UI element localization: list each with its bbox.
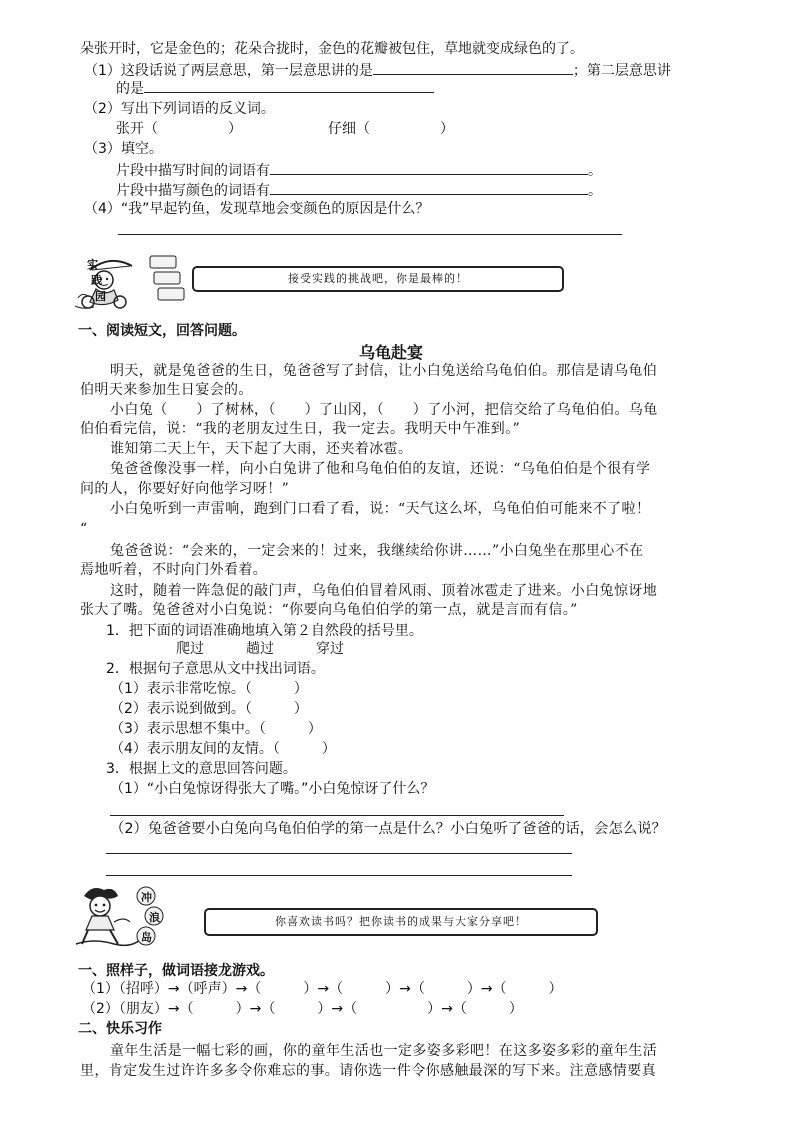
exercise-2: 2．根据句子意思从文中找出词语。 <box>106 661 325 677</box>
question-1-cont: 的是 <box>116 78 434 98</box>
antonym-item-1[interactable]: 张开（ ） <box>116 121 242 137</box>
surf-banner-bubble: 你喜欢读书吗？把你读书的成果与大家分享吧！ <box>204 908 598 936</box>
answer-blank[interactable] <box>144 78 434 93</box>
question-4: （4）“我”早起钓鱼，发现草地会变颜色的原因是什么？ <box>84 201 430 217</box>
story-paragraph: 焉地听着，不时向门外看着。 <box>80 562 268 578</box>
word-bank: 爬过 趟过 穿过 <box>176 641 344 657</box>
section-heading: 一、阅读短文，回答问题。 <box>78 323 246 339</box>
exercise-2-item[interactable]: （1）表示非常吃惊。（ ） <box>110 681 308 697</box>
story-paragraph: 兔爸爸像没事一样，向小白兔讲了他和乌龟伯伯的友谊，还说：“乌龟伯伯是个很有学 <box>110 461 651 477</box>
answer-line[interactable] <box>106 875 572 876</box>
word-chain-row[interactable]: （2）（朋友）→（ ）→（ ）→（ ）→（ ） <box>82 1001 523 1017</box>
word-chain-row[interactable]: （1）（招呼）→（呼声）→（ ）→（ ）→（ ）→（ ） <box>82 981 563 997</box>
story-paragraph: 小白兔（ ）了树林，（ ）了山冈，（ ）了小河，把信交给了乌龟伯伯。乌龟 <box>110 402 658 418</box>
story-paragraph: 伯明天来参加生日宴会的。 <box>80 382 253 398</box>
text-line: 朵张开时，它是金色的；花朵合拢时，金色的花瓣被包住，草地就变成绿色的了。 <box>80 41 584 57</box>
exercise-2-item[interactable]: （3）表示思想不集中。（ ） <box>110 721 322 737</box>
antonym-item-2[interactable]: 仔细（ ） <box>328 121 454 137</box>
story-paragraph: 张大了嘴。兔爸爸对小白兔说：“你要向乌龟伯伯学的第一点，就是言而有信。” <box>80 602 578 618</box>
section-heading: 二、快乐习作 <box>78 1021 162 1037</box>
banner-caption-3: 园 <box>95 290 106 303</box>
exercise-3-question: （2）兔爸爸要小白兔向乌龟伯伯学的第一点是什么？小白兔听了爸爸的话，会怎么说？ <box>110 821 667 837</box>
answer-line[interactable] <box>110 815 564 816</box>
story-paragraph: “ <box>80 521 88 537</box>
exercise-3: 3．根据上文的意思回答问题。 <box>106 761 297 777</box>
surf-banner-figure <box>74 882 194 950</box>
banner-caption-1: 冲 <box>141 891 152 904</box>
question-3: （3）填空。 <box>84 141 163 157</box>
story-paragraph: 伯伯看完信，说：“我的老朋友过生日，我一定去。我明天中午准到。” <box>80 421 521 437</box>
question-1: （1）这段话说了两层意思，第一层意思讲的是 ；第二层意思讲 <box>84 60 671 80</box>
story-paragraph: 兔爸爸说：“会来的，一定会来的！过来，我继续给你讲……”小白兔坐在那里心不在 <box>110 543 644 559</box>
story-paragraph: 问的人，你要好好向他学习呀！” <box>80 481 290 497</box>
banner-caption-3: 岛 <box>141 931 152 944</box>
exercise-2-item[interactable]: （2）表示说到做到。（ ） <box>110 701 308 717</box>
story-paragraph: 小白兔听到一声雷响，跑到门口看了看，说：“天气这么坏，乌龟伯伯可能来不了啦！ <box>110 501 651 517</box>
fill-line-color: 片段中描写颜色的词语有 。 <box>116 180 602 200</box>
question-2: （2）写出下列词语的反义词。 <box>84 101 275 117</box>
writing-prompt: 童年生活是一幅七彩的画，你的童年生活也一定多姿多彩吧！在这多姿多彩的童年生活 <box>110 1043 658 1059</box>
banner-caption-1: 实 <box>87 258 98 271</box>
practice-banner-bubble: 接受实践的挑战吧，你是最棒的！ <box>192 266 564 292</box>
exercise-3-question: （1）“小白兔惊讶得张大了嘴。”小白兔惊讶了什么？ <box>110 781 435 797</box>
story-paragraph: 谁知第二天上午，天下起了大雨，还夹着冰雹。 <box>110 441 413 457</box>
writing-prompt: 里，肯定发生过许许多多令你难忘的事。请你选一件令你感触最深的写下来。注意感情要真 <box>80 1063 656 1079</box>
exercise-1: 1．把下面的词语准确地填入第２自然段的括号里。 <box>106 623 423 639</box>
surfing-child-icon <box>74 882 194 950</box>
banner-caption-2: 浪 <box>149 911 160 924</box>
answer-blank[interactable] <box>270 180 588 195</box>
answer-line[interactable] <box>118 234 622 235</box>
section-heading: 一、照样子，做词语接龙游戏。 <box>78 963 274 979</box>
exercise-2-item[interactable]: （4）表示朋友间的友情。（ ） <box>110 741 336 757</box>
answer-blank[interactable] <box>373 60 573 75</box>
answer-blank[interactable] <box>270 160 588 175</box>
story-paragraph: 明天，就是兔爸爸的生日，兔爸爸写了封信，让小白兔送给乌龟伯伯。那信是请乌龟伯 <box>110 363 658 379</box>
banner-caption-2: 践 <box>91 274 102 287</box>
fill-line-time: 片段中描写时间的词语有 。 <box>116 160 602 180</box>
story-title: 乌龟赴宴 <box>359 343 424 362</box>
answer-line[interactable] <box>106 853 572 854</box>
story-paragraph: 这时，随着一阵急促的敲门声，乌龟伯伯冒着风雨、顶着冰雹走了进来。小白兔惊讶地 <box>110 583 658 599</box>
